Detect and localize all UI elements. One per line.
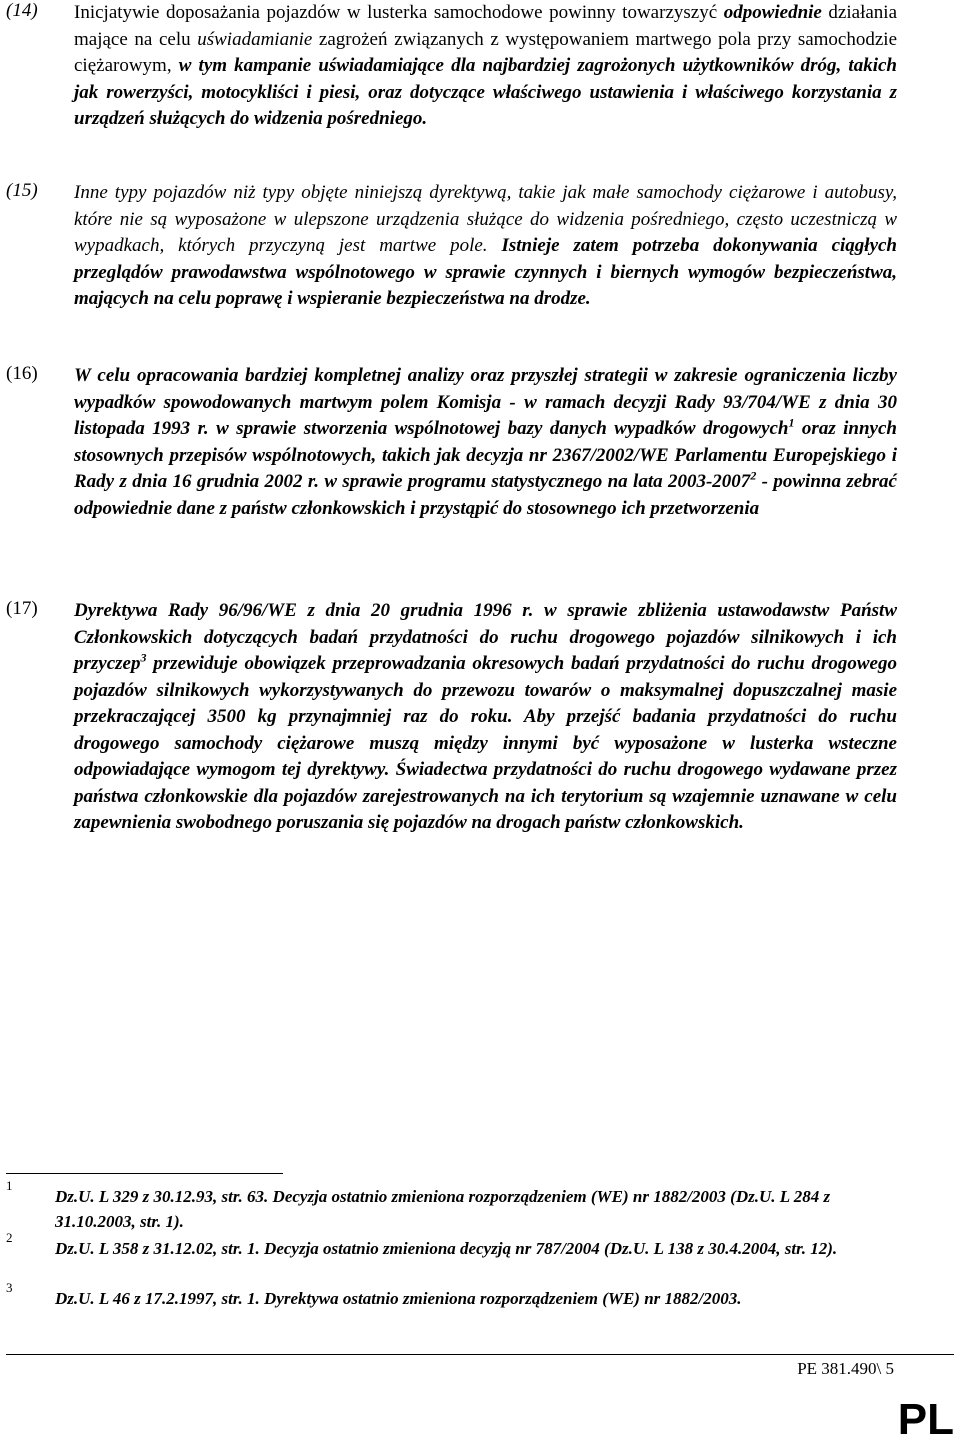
- recital-text: [74, 598, 897, 837]
- footnote-separator: [6, 1173, 283, 1174]
- footnote-text: Dz.U. L 358 z 31.12.02, str. 1. Decyzja ostatnio zmieniona decyzją nr 787/2004 (Dz.U. L 138 z 30.4.2004, str. 12).: [55, 1239, 838, 1258]
- recital-number: (15): [6, 180, 38, 201]
- footnote-ref-3[interactable]: 3: [140, 650, 147, 665]
- text-segment: uświadamianie: [197, 28, 313, 50]
- recital-text: [74, 0, 897, 133]
- footer-separator: [6, 1354, 954, 1355]
- text-segment: oraz innych stosownych przepisów wspólnotowych, takich jak decyzja nr 2367/2002/WE Parlamentu Europejskiego i Rady z dnia 16 grudnia 2002 r. w sprawie programu statystycznego na lata 2003-2007: [74, 418, 897, 492]
- footnote-number: 1: [6, 1178, 13, 1193]
- footnote-ref-1[interactable]: 1: [788, 415, 795, 430]
- recital-number: (16): [6, 363, 38, 384]
- footnote-ref-2[interactable]: 2: [750, 468, 757, 483]
- text-segment: Inne typy pojazdów niż typy objęte niniejszą dyrektywą, takie jak małe samochody ciężarowe i autobusy, które nie są wyposażone w ulepszone urządzenia służące do widzenia pośredniego, często uczestniczą w wypadkach, których przyczyną jest martwe pole.: [74, 182, 897, 256]
- recital-text: [74, 180, 897, 313]
- footnote-number: 3: [6, 1280, 13, 1295]
- text-segment: Dyrektywa Rady 96/96/WE z dnia 20 grudnia 1996 r. w sprawie zbliżenia ustawodawstw Państw Członkowskich dotyczących badań przydatności do ruchu drogowego pojazdów silnikowych i ich przyczep: [74, 600, 897, 674]
- text-segment: Inicjatywie doposażania pojazdów w lusterka samochodowe powinny towarzyszyć: [74, 2, 724, 23]
- text-segment: Istnieje zatem potrzeba dokonywania ciągłych przeglądów prawodawstwa wspólnotowego w sprawie czynnych i biernych wymogów bezpieczeństwa, mających na celu poprawę i wspieranie bezpieczeństwa na drodze.: [74, 235, 898, 309]
- text-segment: w tym kampanie uświadamiające dla najbardziej zagrożonych użytkowników dróg, takich jak rowerzyści, motocykliści i piesi, oraz dotyczące właściwego ustawienia i właściwego korzystania z urządzeń służących do widzenia pośredniego.: [74, 55, 897, 129]
- language-code: PL: [897, 1395, 954, 1444]
- footnote-text: Dz.U. L 46 z 17.2.1997, str. 1. Dyrektywa ostatnio zmieniona rozporządzeniem (WE) nr 1882/2003.: [55, 1289, 742, 1308]
- text-segment: odpowiednie: [723, 2, 822, 23]
- text-segment: - powinna zebrać odpowiednie dane z państw członkowskich i przystąpić do stosownego ich przetworzenia: [74, 471, 897, 519]
- recital-number: (14): [6, 0, 38, 21]
- text-segment: działania mające na celu: [74, 2, 897, 50]
- page-reference: PE 381.490\ 5: [797, 1359, 894, 1378]
- footnote-number: 2: [6, 1230, 13, 1245]
- recital-number: (17): [6, 598, 38, 619]
- recital-text: [74, 363, 897, 522]
- text-segment: W celu opracowania bardziej kompletnej analizy oraz przyszłej strategii w zakresie ograniczenia liczby wypadków spowodowanych martwym polem Komisja - w ramach decyzji Rady 93/704/WE z dnia 30 listopada 1993 r. w sprawie stworzenia wspólnotowej bazy danych wypadków drogowych: [74, 365, 897, 439]
- text-segment: zagrożeń związanych z występowaniem martwego pola przy samochodzie ciężarowym,: [74, 28, 897, 76]
- footnote-text: Dz.U. L 329 z 30.12.93, str. 63. Decyzja ostatnio zmieniona rozporządzeniem (WE) nr 1882/2003 (Dz.U. L 284 z 31.10.2003, str. 1).: [55, 1187, 831, 1231]
- text-segment: przewiduje obowiązek przeprowadzania okresowych badań przydatności do ruchu drogowego pojazdów silnikowych wykorzystywanych do przewozu towarów o maksymalnej dopuszczalnej masie przekraczającej 3500 kg przynajmniej raz do roku. Aby przejść badania przydatności do ruchu drogowego samochody ciężarowe muszą między innymi być wyposażone w lusterka wsteczne odpowiadające wymogom tej dyrektywy. Świadectwa przydatności do ruchu drogowego wydawane przez państwa członkowskie dla pojazdów zarejestrowanych na ich terytorium są wzajemnie uznawane w celu zapewnienia swobodnego poruszania się pojazdów na drogach państw członkowskich.: [74, 653, 897, 833]
